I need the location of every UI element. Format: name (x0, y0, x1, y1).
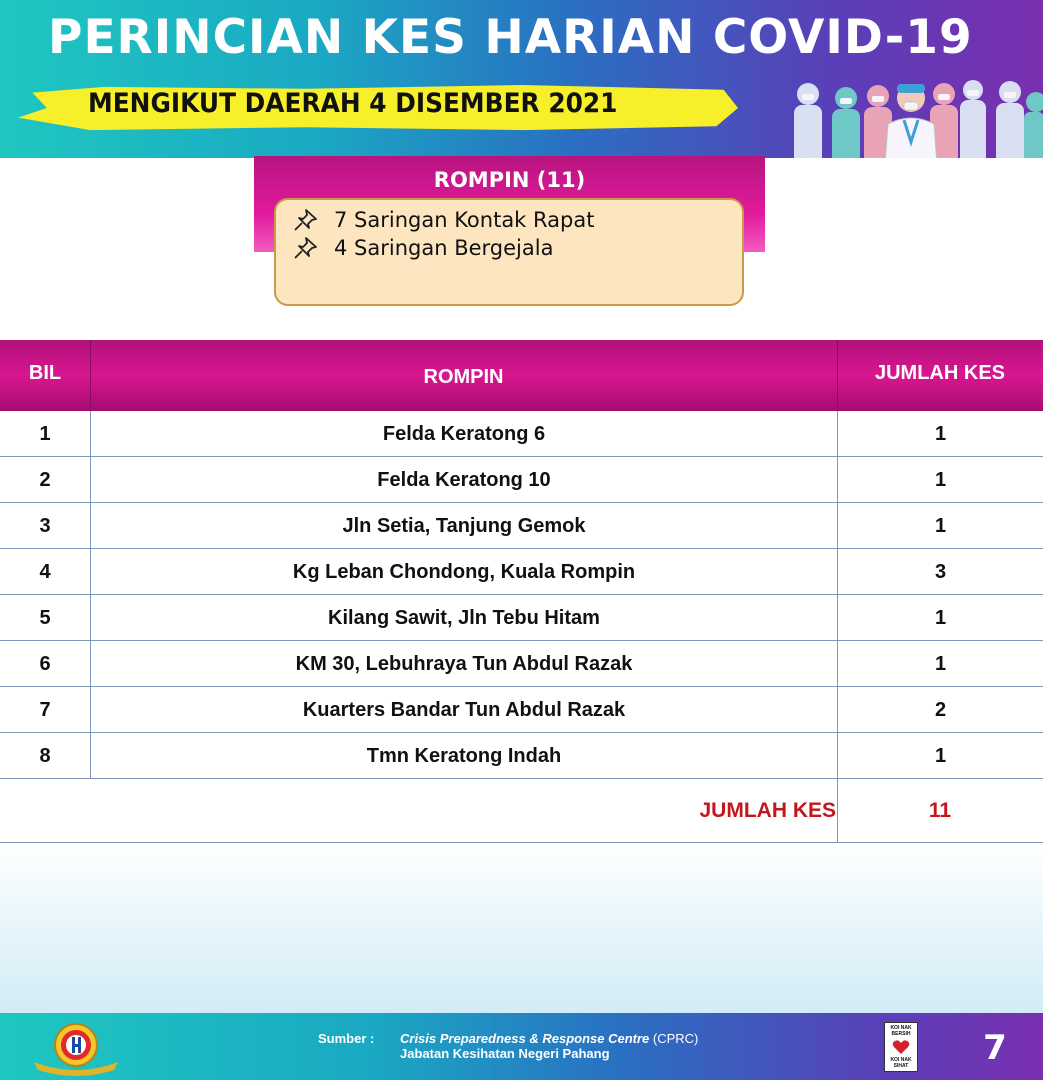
source-organization-abbr: (CPRC) (649, 1031, 699, 1046)
table-row (0, 641, 1043, 687)
badge-text: KOI NAK (890, 1025, 912, 1031)
jkn-logo (30, 1018, 122, 1076)
heart-icon (892, 1039, 910, 1055)
total-label: JUMLAH KES (699, 799, 836, 822)
table-row (0, 411, 1043, 457)
row-number: 4 (39, 561, 51, 583)
summary-item (292, 207, 594, 233)
row-count: 1 (837, 411, 1043, 457)
row-count: 2 (837, 687, 1043, 733)
row-count: 1 (837, 595, 1043, 641)
table-row (0, 549, 1043, 595)
row-count: 1 (837, 641, 1043, 687)
row-number: 2 (39, 469, 51, 491)
row-number: 5 (39, 607, 51, 629)
koi-nak-sihat-badge (884, 1022, 918, 1072)
column-header-count: JUMLAH KES (874, 362, 1005, 384)
lower-background (0, 843, 1043, 1013)
table-row (0, 457, 1043, 503)
badge-text: BERSIH (891, 1031, 911, 1037)
row-count: 1 (837, 503, 1043, 549)
source-organization-name: Crisis Preparedness & Response Centre (400, 1031, 650, 1046)
row-location: KM 30, Lebuhraya Tun Abdul Razak (90, 641, 837, 687)
page-subtitle: MENGIKUT DAERAH 4 DISEMBER 2021 (88, 88, 618, 119)
row-number: 3 (39, 515, 51, 537)
table-row (0, 503, 1043, 549)
badge-text: SIHAT (893, 1063, 909, 1069)
source-department: Jabatan Kesihatan Negeri Pahang (400, 1046, 610, 1061)
table-row (0, 595, 1043, 641)
row-location: Tmn Keratong Indah (90, 733, 837, 779)
row-count: 1 (837, 457, 1043, 503)
source-label: Sumber : (318, 1031, 375, 1046)
summary-title: ROMPIN (11) (433, 168, 586, 192)
table-row (0, 733, 1043, 779)
pushpin-icon (292, 207, 320, 233)
row-number: 6 (39, 653, 51, 675)
column-header-bil: BIL (28, 362, 62, 384)
header-banner (0, 0, 1043, 158)
medical-staff-illustration (778, 72, 1043, 158)
badge-text: KOI NAK (890, 1057, 912, 1063)
table-row (0, 687, 1043, 733)
summary-item-text: 4 Saringan Bergejala (334, 236, 554, 260)
row-number: 8 (39, 745, 51, 767)
row-location: Jln Setia, Tanjung Gemok (90, 503, 837, 549)
row-location: Kuarters Bandar Tun Abdul Razak (90, 687, 837, 733)
total-value: 11 (928, 799, 952, 822)
row-number: 1 (39, 423, 51, 445)
total-row (0, 778, 1043, 843)
row-location: Felda Keratong 6 (90, 411, 837, 457)
row-location: Kg Leban Chondong, Kuala Rompin (90, 549, 837, 595)
row-count: 3 (837, 549, 1043, 595)
row-number: 7 (39, 699, 51, 721)
summary-item-text: 7 Saringan Kontak Rapat (334, 208, 595, 232)
page-number: 7 (983, 1028, 1007, 1068)
row-location: Felda Keratong 10 (90, 457, 837, 503)
summary-item (292, 235, 553, 261)
row-count: 1 (837, 733, 1043, 779)
column-header-location: ROMPIN (423, 366, 504, 388)
pushpin-icon (292, 235, 320, 261)
source-organization (400, 1031, 698, 1046)
row-location: Kilang Sawit, Jln Tebu Hitam (90, 595, 837, 641)
page-title: PERINCIAN KES HARIAN COVID-19 (48, 10, 973, 65)
